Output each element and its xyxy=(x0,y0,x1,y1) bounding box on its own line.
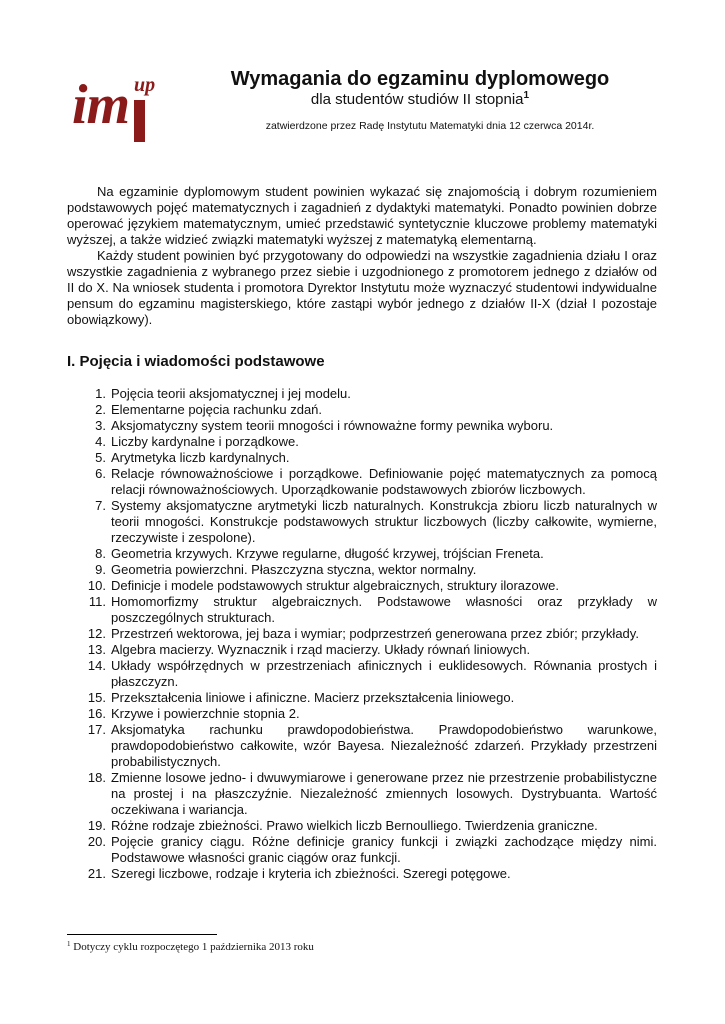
intro-text xyxy=(67,184,657,328)
list-item-text: Relacje równoważnościowe i porządkowe. Definiowanie pojęć matematycznych za pomocą relacji równoważnościowych. Uporządkowanie podstawowych zbiorów liczbowych. xyxy=(111,466,657,497)
list-item-number: 19. xyxy=(87,818,106,833)
list-item-number: 20. xyxy=(87,834,106,849)
list-item xyxy=(67,706,657,722)
document-title: Wymagania do egzaminu dyplomowego xyxy=(230,68,610,90)
list-item-number: 4. xyxy=(95,434,106,449)
list-item-text: Układy współrzędnych w przestrzeniach afinicznych i euklidesowych. Równania prostych i płaszczyzn. xyxy=(111,658,657,689)
list-item xyxy=(67,434,657,450)
list-item xyxy=(67,594,657,626)
section-title: I. Pojęcia i wiadomości podstawowe xyxy=(67,353,325,370)
list-item-text: Przestrzeń wektorowa, jej baza i wymiar; podprzestrzeń generowana przez zbiór; przykłady. xyxy=(111,626,639,641)
list-item-number: 5. xyxy=(95,450,106,465)
list-item xyxy=(67,498,657,546)
list-item-text: Definicje i modele podstawowych struktur algebraicznych, struktury ilorazowe. xyxy=(111,578,559,593)
list-item-number: 3. xyxy=(95,418,106,433)
list-item xyxy=(67,466,657,498)
list-item-text: Arytmetyka liczb kardynalnych. xyxy=(111,450,290,465)
list-item-text: Pojęcie granicy ciągu. Różne definicje granicy funkcji i związki zachodzące między nimi. Podstawowe własności granic ciągów oraz funkcji. xyxy=(111,834,657,865)
list-item-number: 12. xyxy=(87,626,106,641)
list-item-number: 15. xyxy=(87,690,106,705)
approval-note: zatwierdzone przez Radę Instytutu Matematyki dnia 12 czerwca 2014r. xyxy=(265,120,595,132)
subtitle-text: dla studentów studiów II stopnia xyxy=(310,91,524,108)
list-item-number: 9. xyxy=(95,562,106,577)
list-item-text: Systemy aksjomatyczne arytmetyki liczb naturalnych. Konstrukcja zbioru liczb naturalnych w teorii mnogości. Konstrukcje podstawowych struktur liczbowych (liczby całkowite, wymierne, rzeczywiste i zespolone). xyxy=(111,498,657,545)
footnote-text: Dotyczy cyklu rozpoczętego 1 października 2013 roku xyxy=(73,941,314,953)
list-item-text: Liczby kardynalne i porządkowe. xyxy=(111,434,299,449)
document-subtitle xyxy=(190,90,650,110)
list-item-number: 2. xyxy=(95,402,106,417)
list-item xyxy=(67,642,657,658)
list-item-number: 18. xyxy=(87,770,106,785)
list-item-number: 8. xyxy=(95,546,106,561)
list-item-number: 16. xyxy=(87,706,106,721)
list-item xyxy=(67,562,657,578)
list-item-text: Zmienne losowe jedno- i dwuwymiarowe i generowane przez nie przestrzenie probabilistyczne na prostej i na płaszczyźnie. Niezależność zmiennych losowych. Dystrybuanta. Wartość oczekiwana i wariancja. xyxy=(111,770,657,817)
list-item-text: Geometria powierzchni. Płaszczyzna styczna, wektor normalny. xyxy=(111,562,477,577)
list-item-text: Aksjomatyka rachunku prawdopodobieństwa. Prawdopodobieństwo warunkowe, prawdopodobieństwo całkowite, wzór Bayesa. Niezależność zdarzeń. Przykłady przestrzeni probabilistycznych. xyxy=(111,722,657,769)
list-item xyxy=(67,578,657,594)
list-item-number: 6. xyxy=(95,466,106,481)
list-item-text: Homomorfizmy struktur algebraicznych. Podstawowe własności oraz przykłady w poszczególnych strukturach. xyxy=(111,594,657,625)
logo-main-text: im xyxy=(72,74,130,136)
list-item-text: Geometria krzywych. Krzywe regularne, długość krzywej, trójścian Freneta. xyxy=(111,546,544,561)
list-item-text: Elementarne pojęcia rachunku zdań. xyxy=(111,402,323,417)
list-item-text: Szeregi liczbowe, rodzaje i kryteria ich zbieżności. Szeregi potęgowe. xyxy=(111,866,511,881)
institute-logo xyxy=(72,72,164,144)
list-item xyxy=(67,626,657,642)
list-item xyxy=(67,834,657,866)
list-item-text: Różne rodzaje zbieżności. Prawo wielkich liczb Bernoulliego. Twierdzenia graniczne. xyxy=(111,818,598,833)
list-item-number: 7. xyxy=(95,498,106,513)
list-item-text: Aksjomatyczny system teorii mnogości i równoważne formy pewnika wyboru. xyxy=(111,418,554,433)
logo-bar xyxy=(134,100,145,142)
list-item xyxy=(67,818,657,834)
list-item-number: 11. xyxy=(88,594,106,609)
intro-paragraph: Każdy student powinien być przygotowany do odpowiedzi na wszystkie zagadnienia działu I oraz wszystkie zagadnienia z wybranego przez siebie i uzgodnionego z promotorem jednego z działów od II do X. Na wniosek studenta i promotora Dyrektor Instytutu może wyznaczyć studentowi indywidualne pensum do egzaminu magisterskiego, które zastąpi wybór jednego z działów II-X (dział I pozostaje obowiązkowy). xyxy=(67,248,657,327)
list-item-text: Pojęcia teorii aksjomatycznej i jej modelu. xyxy=(111,386,351,401)
list-item-number: 21. xyxy=(87,866,106,881)
footnote xyxy=(67,940,314,954)
subtitle-footnote-marker: 1 xyxy=(523,90,530,101)
list-item xyxy=(67,658,657,690)
list-item xyxy=(67,866,657,882)
list-item xyxy=(67,386,657,402)
list-item xyxy=(67,722,657,770)
footnote-divider xyxy=(67,934,217,935)
footnote-marker: 1 xyxy=(67,940,71,948)
list-item-number: 17. xyxy=(87,722,106,737)
list-item xyxy=(67,546,657,562)
list-item-number: 14. xyxy=(87,658,106,673)
list-item xyxy=(67,418,657,434)
list-item-number: 13. xyxy=(87,642,106,657)
list-item xyxy=(67,450,657,466)
list-item-text: Krzywe i powierzchnie stopnia 2. xyxy=(111,706,300,721)
list-item xyxy=(67,402,657,418)
intro-paragraph: Na egzaminie dyplomowym student powinien wykazać się znajomością i dobrym rozumieniem podstawowych pojęć matematycznych i zagadnień z dydaktyki matematyki. Ponadto powinien dobrze operować językiem matematycznym, umieć przedstawić syntetycznie kluczowe problemy matematyki wyższej, a także widzieć związki matematyki wyższej z matematyką elementarną. xyxy=(67,184,657,247)
list-item-text: Przekształcenia liniowe i afiniczne. Macierz przekształcenia liniowego. xyxy=(111,690,515,705)
list-item-number: 1. xyxy=(95,386,106,401)
list-item xyxy=(67,770,657,818)
list-item xyxy=(67,690,657,706)
list-item-text: Algebra macierzy. Wyznacznik i rząd macierzy. Układy równań liniowych. xyxy=(111,642,531,657)
list-item-number: 10. xyxy=(87,578,106,593)
requirements-list xyxy=(67,386,657,882)
logo-sup-text: up xyxy=(134,74,156,96)
